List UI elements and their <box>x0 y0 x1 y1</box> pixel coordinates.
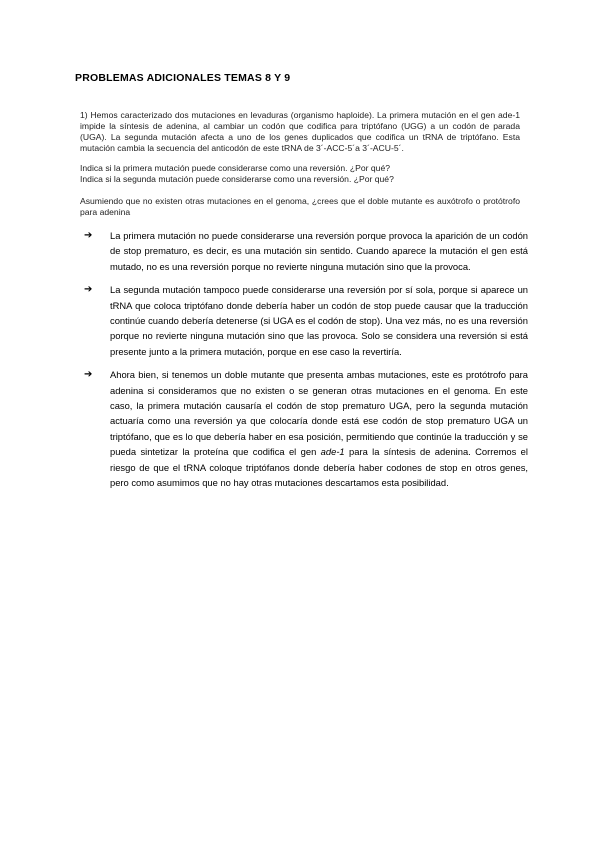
question-3: Asumiendo que no existen otras mutaciones en el genoma, ¿crees que el doble mutante es auxótrofo o protótrofo para adenina <box>80 196 520 217</box>
answer-item-1 <box>84 228 528 274</box>
right-arrow-icon: ➔ <box>84 369 93 381</box>
right-arrow-icon: ➔ <box>84 284 93 296</box>
question-2 <box>80 163 520 185</box>
answer-list <box>84 228 528 499</box>
answer-text-3-end: para la síntesis de adenina. Corremos el riesgo de que el tRNA coloque triptófanos donde debería haber codones de stop en otros genes, pero como asumimos que no hay otras mutaciones descartamos esta posibilidad. <box>110 446 528 489</box>
question-2a: Indica si la primera mutación puede considerarse como una reversión. ¿Por qué? <box>80 163 391 173</box>
question-1: 1) Hemos caracterizado dos mutaciones en levaduras (organismo haploide). La primera mutación en el gen ade-1 impide la síntesis de adenina, al cambiar un codón que codifica para triptófano (UGG) a un codón de parada (UGA). La segunda mutación afecta a uno de los genes duplicados que codifica un tRNA de triptófano. Esta mutación cambia la secuencia del anticodón de este tRNA de 3´-ACC-5´a 3´-ACU-5´. <box>80 110 520 153</box>
answer-item-3 <box>84 367 528 490</box>
question-2b: Indica si la segunda mutación puede considerarse como una reversión. ¿Por qué? <box>80 174 394 184</box>
answer-text-3-start: Ahora bien, si tenemos un doble mutante que presenta ambas mutaciones, este es protótrofo para adenina si consideramos que no existen o se generan otras mutaciones en el genoma. En este caso, la primera mutación causaría el codón de stop prematuro UGA, pero la segunda mutación actuaría como una reversión ya que colocaría donde está ese codón de stop prematuro UGA un triptófano, que es lo que debería haber en esa posición, permitiendo que continúe la traducción y se pueda sintetizar la proteína que codifica el gen <box>110 369 528 458</box>
answer-text-2: La segunda mutación tampoco puede considerarse una reversión por sí sola, porque si aparece un tRNA que coloca triptófano donde debería haber un codón de stop puede causar que la traducción continúe cuando debería detenerse (si UGA es el codón de stop). Una vez más, no es una reversión porque no revierte ninguna mutación sino que las provoca. Solo se considera una reversión si está presente junto a la primera mutación, porque en ese caso la revertiría. <box>110 284 528 357</box>
gene-name: ade-1 <box>320 446 345 458</box>
answer-item-2 <box>84 282 528 359</box>
page-title: PROBLEMAS ADICIONALES TEMAS 8 Y 9 <box>75 72 291 84</box>
answer-text-3 <box>110 367 528 490</box>
right-arrow-icon: ➔ <box>84 230 93 241</box>
answer-text-1: La primera mutación no puede considerarse una reversión porque provoca la aparición de un codón de stop prematuro, es decir, es una mutación sin sentido. Cuando aparece la mutación el gen está mutado, no es una reversión porque no revierte ninguna mutación sino que la provoca. <box>110 230 528 272</box>
